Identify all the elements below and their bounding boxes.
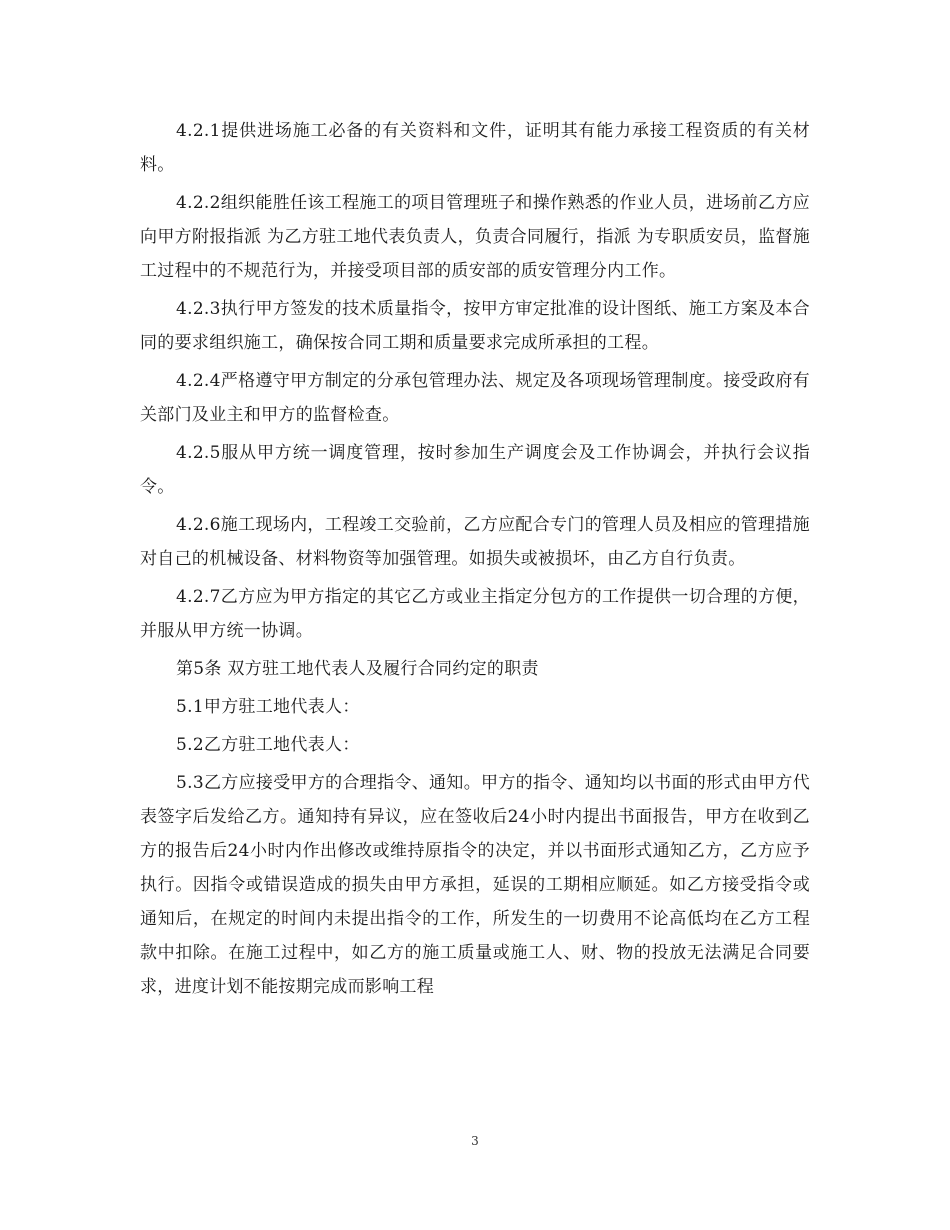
document-body <box>140 114 810 1008</box>
paragraph-5-1: 5.1甲方驻工地代表人： <box>176 697 360 717</box>
paragraph-4-2-6: 4.2.6施工现场内，工程竣工交验前，乙方应配合专门的管理人员及相应的管理措施对自己的机械设备、材料物资等加强管理。如损失或被损坏，由乙方自行负责。 <box>140 515 810 569</box>
page-number: 3 <box>471 1134 479 1148</box>
section-heading-article-5: 第5条 双方驻工地代表人及履行合同约定的职责 <box>176 659 539 679</box>
paragraph-4-2-7: 4.2.7乙方应为甲方指定的其它乙方或业主指定分包方的工作提供一切合理的方便，并服从甲方统一协调。 <box>140 587 810 641</box>
paragraph-4-2-5: 4.2.5服从甲方统一调度管理，按时参加生产调度会及工作协调会，并执行会议指令。 <box>140 443 810 497</box>
paragraph-5-3: 5.3乙方应接受甲方的合理指令、通知。甲方的指令、通知均以书面的形式由甲方代表签字后发给乙方。通知持有异议，应在签收后24小时内提出书面报告，甲方在收到乙方的报告后24小时内作出修改或维持原指令的决定，并以书面形式通知乙方，乙方应予执行。因指令或错误造成的损失由甲方承担，延误的工期相应顺延。如乙方接受指令或通知后，在规定的时间内未提出指令的工作，所发生的一切费用不论高低均在乙方工程款中扣除。在施工过程中，如乙方的施工质量或施工人、财、物的投放无法满足合同要求，进度计划不能按期完成而影响工程 <box>140 773 810 997</box>
paragraph-4-2-3: 4.2.3执行甲方签发的技术质量指令，按甲方审定批准的设计图纸、施工方案及本合同的要求组织施工，确保按合同工期和质量要求完成所承担的工程。 <box>140 299 810 353</box>
paragraph-4-2-1: 4.2.1提供进场施工必备的有关资料和文件，证明其有能力承接工程资质的有关材料。 <box>140 121 810 175</box>
paragraph-4-2-2: 4.2.2组织能胜任该工程施工的项目管理班子和操作熟悉的作业人员，进场前乙方应向甲方附报指派 为乙方驻工地代表负责人，负责合同履行，指派 为专职质安员，监督施工过程中的不规范行为，并接受项目部的质安部的质安管理分内工作。 <box>140 193 810 281</box>
paragraph-5-2: 5.2乙方驻工地代表人： <box>176 735 360 755</box>
paragraph-4-2-4: 4.2.4严格遵守甲方制定的分承包管理办法、规定及各项现场管理制度。接受政府有关部门及业主和甲方的监督检查。 <box>140 371 810 425</box>
